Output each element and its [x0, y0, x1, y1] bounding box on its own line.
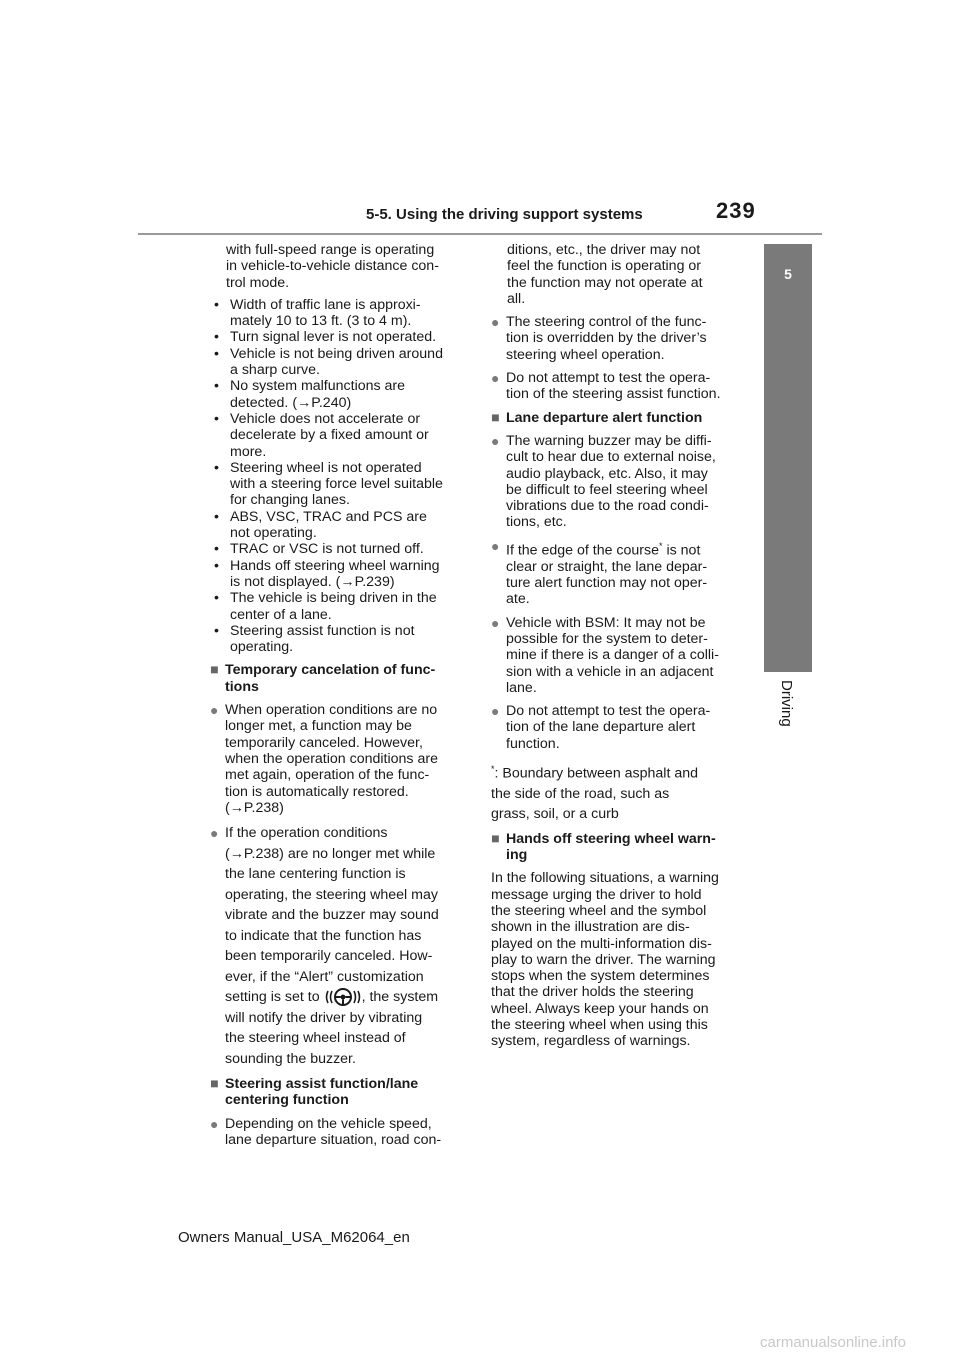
list-item: • ABS, VSC, TRAC and PCS are not operating.: [214, 508, 427, 542]
hands-off-paragraph: In the following situations, a warning message urging the driver to hold the steering wheel and the symbol shown in the illustration are dis- played on the multi-information dis- play to warn the driver. The warning stops when the system determines that the driver holds the steering wheel. Always keep your hands on the steering wheel when using this system, regardless of warnings.: [491, 870, 719, 1050]
circle-bullet-icon: ●: [210, 702, 219, 719]
list-item: • Steering assist function is not operating.: [214, 622, 415, 656]
list-item: ● The warning buzzer may be diffi- cult to hear due to external noise, audio playback, etc. Also, it may be difficult to feel steering wheel vibrations due to the road condi- tions, etc.: [491, 432, 716, 531]
footnote: *: Boundary between asphalt and the side of the road, such as grass, soil, or a curb: [491, 764, 699, 822]
chapter-label-wrap: [764, 680, 812, 760]
circle-bullet-icon: ●: [491, 614, 500, 631]
list-item: ● If the operation conditions (→P.238) are no longer met while the lane centering function is operating, the steering wheel may vibrate and the buzzer may sound to indicate that the function has been temporarily canceled. How- ever, if the “Alert” customization setting is set to , the system will notify the driver by vibrating the steering wheel instead of sounding the buzzer.: [210, 825, 439, 1067]
list-item: • TRAC or VSC is not turned off.: [214, 541, 424, 558]
list-item: • Hands off steering wheel warning is not displayed. (→P.239): [214, 557, 440, 590]
chapter-number: 5: [784, 266, 792, 282]
heading-lane-departure-alert: ■ Lane departure alert function: [491, 409, 703, 426]
circle-bullet-icon: ●: [491, 314, 500, 331]
list-item: • Width of traffic lane is approxi- mately 10 to 13 ft. (3 to 4 m).: [214, 296, 421, 330]
list-item: • Vehicle is not being driven around a sharp curve.: [214, 345, 443, 379]
heading-hands-off-warning: ■ Hands off steering wheel warn- ing: [491, 830, 716, 864]
list-item: ● Do not attempt to test the opera- tion of the steering assist function.: [491, 370, 721, 403]
section-title: 5-5. Using the driving support systems: [366, 206, 643, 223]
chapter-tab: [764, 244, 812, 672]
condition-list: [210, 297, 472, 656]
left-column: [210, 242, 472, 1155]
circle-bullet-icon: ●: [491, 537, 500, 554]
circle-bullet-icon: ●: [491, 432, 500, 449]
heading-steering-assist: ■ Steering assist function/lane centering function: [210, 1076, 419, 1109]
list-item: ● Vehicle with BSM: It may not be possible for the system to deter- mine if there is a danger of a colli- sion with a vehicle in an adjacent lane.: [491, 614, 719, 696]
list-item: ● The steering control of the func- tion is overridden by the driver’s steering wheel operation.: [491, 314, 707, 363]
manual-id: Owners Manual_USA_M62064_en: [178, 1229, 410, 1246]
footnote-marker: *: [659, 540, 663, 551]
square-heading-icon: ■: [491, 830, 500, 847]
page-number: 239: [716, 198, 756, 223]
circle-bullet-icon: ●: [210, 825, 219, 842]
steering-continuation: ditions, etc., the driver may not feel the function is operating or the function may not operate at all.: [507, 242, 703, 307]
list-item: ● Do not attempt to test the opera- tion of the lane departure alert function.: [491, 703, 711, 752]
intro-continuation: with full-speed range is operating in vehicle-to-vehicle distance con- trol mode.: [226, 242, 439, 291]
square-heading-icon: ■: [210, 662, 219, 679]
steering-wheel-vibration-icon: [324, 987, 362, 1007]
list-item: ● When operation conditions are no longer met, a function may be temporarily canceled. However, when the operation conditions are met again, operation of the func- tion is automatically restored. (→P.238): [210, 702, 438, 816]
heading-temporary-cancelation: ■ Temporary cancelation of func- tions: [210, 662, 436, 695]
list-item: • The vehicle is being driven in the center of a lane.: [214, 590, 437, 623]
list-item: • Turn signal lever is not operated.: [214, 329, 437, 346]
chapter-label: Driving: [778, 680, 795, 727]
right-column: [491, 242, 759, 1056]
list-item: • Steering wheel is not operated with a steering force level suitable for changing lanes.: [214, 459, 443, 509]
list-item: • No system malfunctions are detected. (→P.240): [214, 378, 406, 411]
circle-bullet-icon: ●: [491, 703, 500, 720]
header-rule: [138, 233, 822, 235]
square-heading-icon: ■: [210, 1076, 219, 1093]
list-item: ● If the edge of the course* is not clear or straight, the lane depar- ture alert function may not oper- ate.: [491, 537, 708, 608]
watermark: carmanualsonline.info: [760, 1334, 906, 1351]
list-item: ● Depending on the vehicle speed, lane departure situation, road con-: [210, 1115, 442, 1148]
footnote-marker: *: [491, 764, 495, 775]
square-heading-icon: ■: [491, 409, 500, 426]
list-item: • Vehicle does not accelerate or decelerate by a fixed amount or more.: [214, 410, 429, 460]
circle-bullet-icon: ●: [491, 370, 500, 387]
circle-bullet-icon: ●: [210, 1115, 219, 1132]
